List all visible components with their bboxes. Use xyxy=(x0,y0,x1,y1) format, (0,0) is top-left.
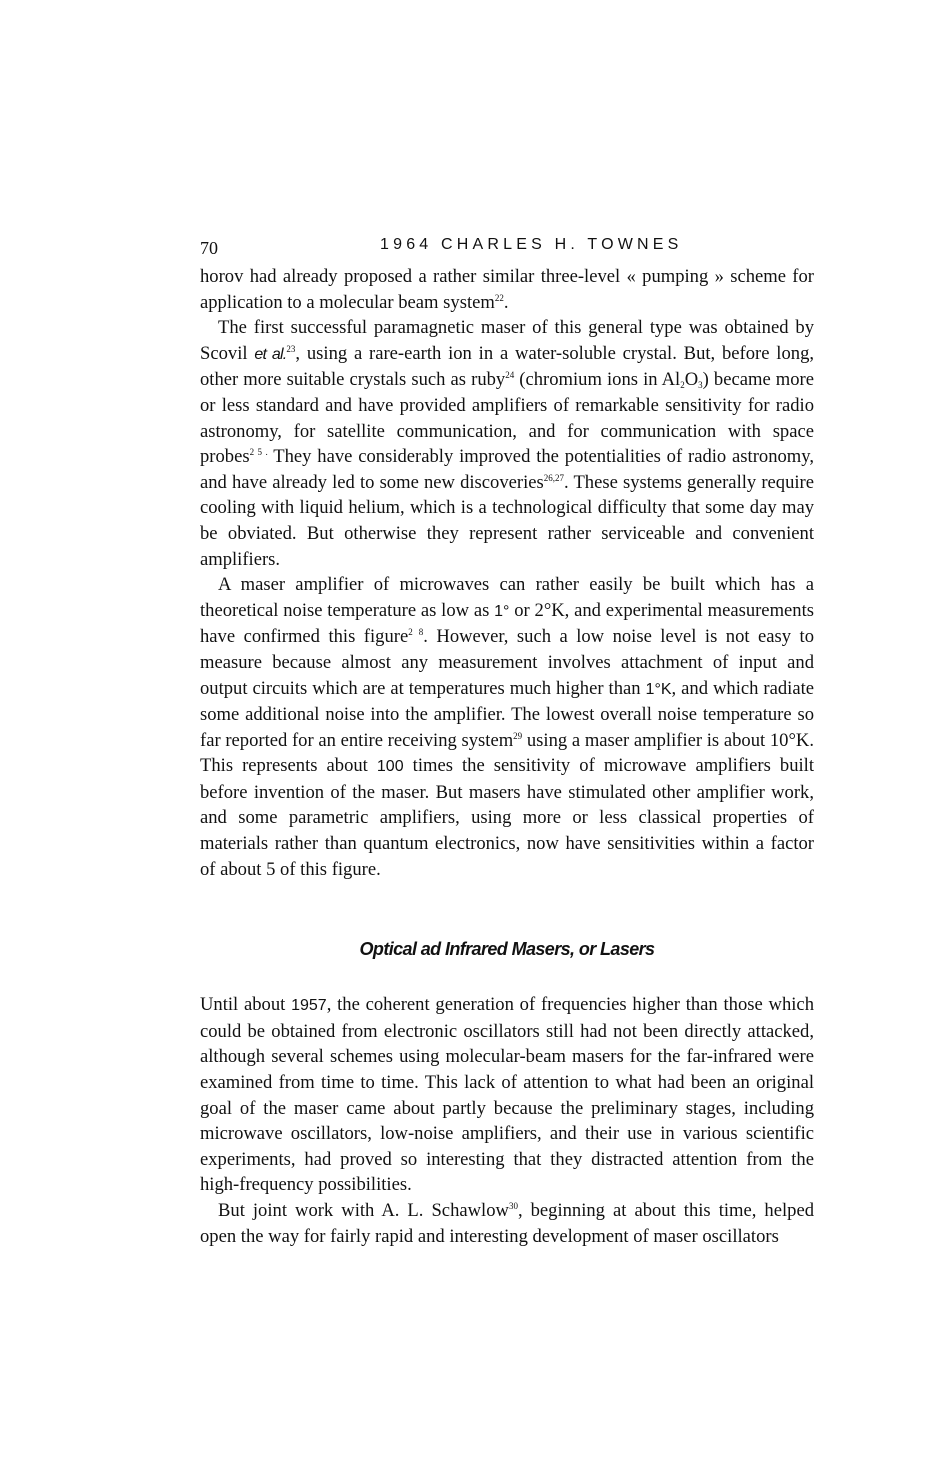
paragraph-text: . However, such a low noise level is not easy to measure because almost any measurement involves attachment of input and output circuits which are at temperatures much higher than xyxy=(200,626,814,699)
footnote-ref: 2 5 . xyxy=(249,447,268,458)
running-head-title: 1964 CHARLES H. TOWNES xyxy=(380,236,683,253)
paragraph-text: A maser amplifier of microwaves can rather easily be built which has a theoretical noise temperature as low as xyxy=(200,574,814,621)
paragraph-4 xyxy=(200,992,814,1198)
paragraph-text: using a maser amplifier is about 10°K. This represents about xyxy=(200,729,814,777)
paragraph-text: times the sensitivity of microwave amplifiers built before invention of the maser. But masers have stimulated other amplifier work, and some parametric amplifiers, using more or less classical properties of materials rather than quantum electronics, now have sensitivities within a factor of about 5 of this figure. xyxy=(200,755,814,880)
footnote-ref: 30 xyxy=(508,1201,518,1211)
paragraph-text: , and which radiate some additional noise into the amplifier. The lowest overall noise temperature so far reported for an entire receiving system xyxy=(200,677,814,751)
paragraph-text: ) became more or less standard and have provided amplifiers of remarkable sensitivity for radio astronomy, for satellite communication, and for communication with space probes xyxy=(200,369,814,468)
paragraph-3 xyxy=(200,572,814,882)
footnote-ref: 22 xyxy=(494,292,504,303)
paragraph-text: . These systems generally require cooling with liquid helium, which is a technological difficulty that some day may be obviated. But otherwise they represent rather serviceable and convenient amplifiers. xyxy=(200,471,814,570)
paragraph-text: , the coherent generation of frequencies higher than those which could be obtained from electronic oscillators still had not been directly attacked, although several schemes using molecular-beam masers for the far-infrared were examined from time to time. This lack of attention to what had been an original goal of the maser came about partly because the preliminary stages, including microwave oscillators, low-noise amplifiers, and their use in various scientific experiments, had proved so interesting that they distracted attention from the high-frequency possibilities. xyxy=(200,994,814,1196)
paragraph-text: Until about xyxy=(200,994,292,1016)
page-number: 70 xyxy=(200,238,218,258)
paragraph-text: The first successful paramagnetic maser of this general type was obtained by Scovil xyxy=(200,317,814,364)
chemical-subscript: 3 xyxy=(698,380,703,391)
temperature-value: 1° xyxy=(494,602,510,620)
footnote-ref: 23 xyxy=(286,343,296,354)
footnote-ref: 26,27 xyxy=(543,472,564,483)
paragraph-text: or 2°K, and experimental measurements have confirmed this figure xyxy=(200,599,814,648)
et-al-citation: et al. xyxy=(254,345,287,363)
temperature-value: 1°K xyxy=(645,680,672,698)
paragraph-text: , beginning at about this time, helped open the way for fairly rapid and interesting development of maser oscillators xyxy=(200,1200,814,1247)
footnote-ref: 2 8 xyxy=(408,627,424,638)
paragraph-text: They have considerably improved the potentialities of radio astronomy, and have already led to some new discoveries xyxy=(200,446,814,493)
paragraph-1 xyxy=(200,264,814,315)
paragraph-5 xyxy=(200,1198,814,1249)
year-value: 1957 xyxy=(291,997,327,1015)
paragraph-text: , using a rare-earth ion in a water-soluble crystal. But, before long, other more suitable crystals such as ruby xyxy=(200,342,815,391)
book-page xyxy=(200,236,814,1249)
chemical-subscript: 2 xyxy=(680,380,685,391)
paragraph-2 xyxy=(200,315,814,572)
running-head xyxy=(200,236,814,264)
sensitivity-value: 100 xyxy=(376,758,404,776)
paragraph-text: But joint work with A. L. Schawlow xyxy=(218,1200,509,1221)
footnote-ref: 24 xyxy=(505,370,515,381)
footnote-ref: 29 xyxy=(513,730,523,741)
paragraph-text: O xyxy=(684,369,699,391)
section-heading: Optical ad Infrared Masers, or Lasers xyxy=(359,939,655,960)
paragraph-text: (chromium ions in Al xyxy=(514,369,681,391)
paragraph-text: horov had already proposed a rather similar three-level « pumping » scheme for application to a molecular beam system xyxy=(200,266,814,313)
paragraph-text: . xyxy=(503,291,509,313)
